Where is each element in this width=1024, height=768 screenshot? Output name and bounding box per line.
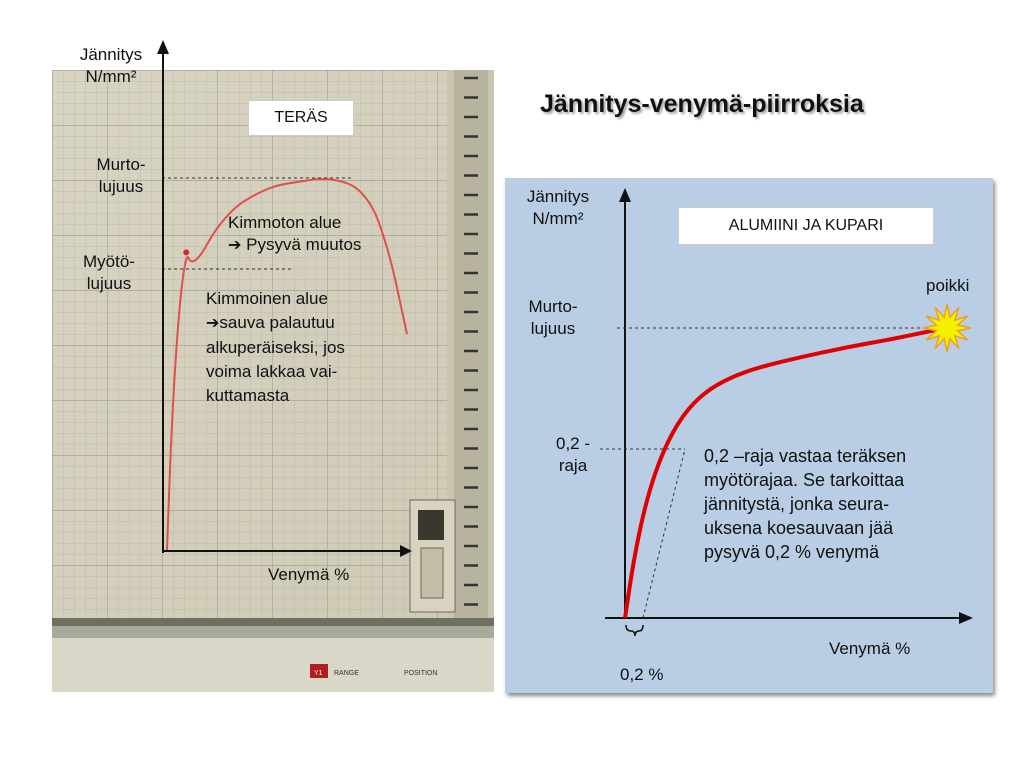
offset-brace [626,625,643,636]
steel-y-axis-label: Jännitys N/mm² [79,45,143,86]
plastic-region-label: Kimmoton alue ➔ Pysyvä muutos [228,213,362,254]
alu-x-axis-arrow [959,612,973,624]
right-arrow-icon: ➔ [228,237,242,254]
steel-title-box: TERÄS [248,100,354,136]
offset-percent-label: 0,2 % [620,665,664,684]
photo-range-text: RANGE [334,670,359,677]
slide-title: Jännitys-venymä-piirroksia [540,90,864,118]
yield-point-marker [183,249,189,255]
proof-stress-note: 0,2 –raja vastaa teräksen myötörajaa. Se tarkoittaa jännitystä, jonka seura- uksena koesauvaan jää pysyvä 0,2 % venymä [704,446,907,562]
alu-proof-stress-label: 0,2 - raja [555,434,591,475]
right-arrow-icon: ➔ [206,315,220,332]
break-label: poikki [926,276,970,295]
elastic-region-label: Kimmoinen alue ➔sauva palautuu alkuperäiseksi, jos voima lakkaa vai- kuttamasta [206,289,345,405]
alu-y-axis-label: Jännitys N/mm² [526,187,590,228]
alu-title-box: ALUMIINI JA KUPARI [678,207,934,245]
photo-position-text: POSITION [404,670,438,677]
alu-y-axis-arrow [619,188,631,202]
steel-x-axis-label: Venymä % [268,565,350,584]
break-star-icon [923,304,971,352]
steel-ultimate-strength-label: Murto- lujuus [96,155,146,196]
alu-offset-line [643,449,685,618]
alu-ultimate-strength-label: Murto- lujuus [528,297,578,338]
alu-x-axis-label: Venymä % [829,639,911,658]
steel-yield-strength-label: Myötö- lujuus [83,252,135,293]
photo-y1-badge: Y1 [314,670,323,677]
